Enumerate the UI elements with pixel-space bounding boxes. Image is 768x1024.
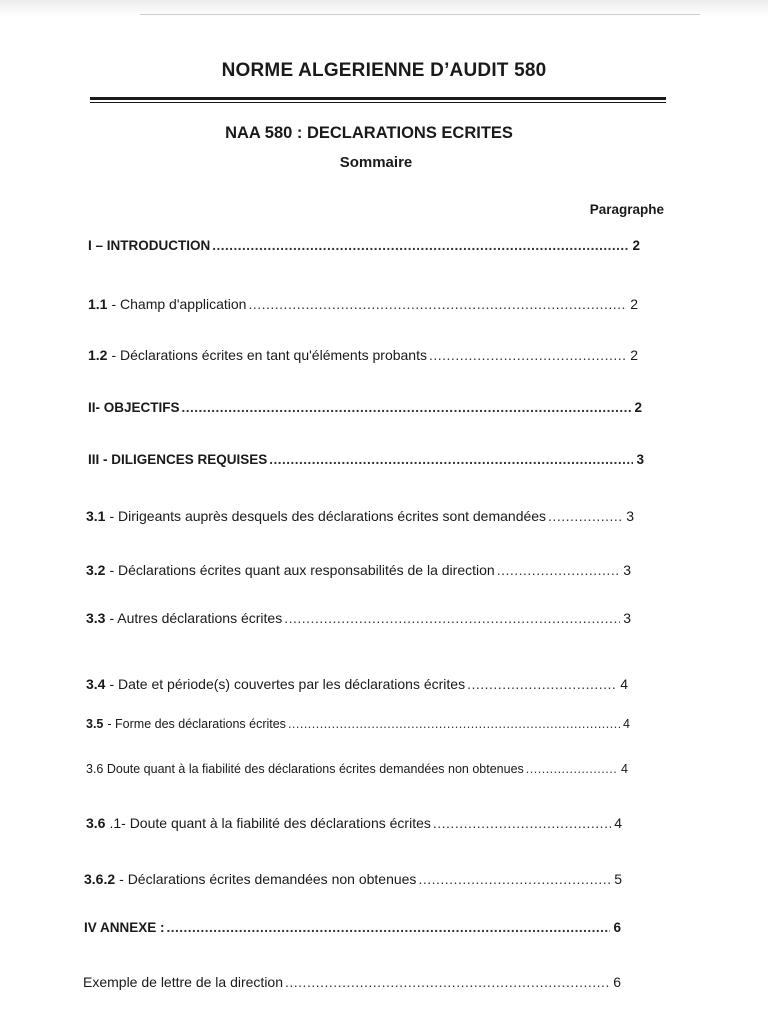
toc-text: .1- Doute quant à la fiabilité des déclarations écrites (109, 815, 431, 831)
toc-text: - Déclarations écrites demandées non obtenues (119, 871, 417, 887)
toc-text: 3.6 Doute quant à la fiabilité des déclarations écrites demandées non obtenues (86, 762, 524, 776)
toc-leader (433, 815, 611, 831)
toc-leader (248, 296, 627, 312)
toc-page-number: 4 (623, 717, 630, 731)
toc-page-number: 6 (613, 920, 621, 935)
toc-leader (284, 610, 620, 626)
toc-page-number: 6 (613, 974, 621, 990)
toc-page-number: 5 (614, 871, 622, 887)
toc-leader (429, 347, 627, 363)
toc-page-number: 3 (623, 610, 631, 626)
document-title: NORME ALGERIENNE D’AUDIT 580 (221, 60, 547, 81)
summary-heading: Sommaire (339, 154, 413, 171)
toc-entry (83, 974, 621, 990)
toc-leader (526, 762, 618, 776)
toc-number: 3.6.2 (84, 871, 116, 887)
toc-text: II- OBJECTIFS (88, 400, 180, 415)
toc-entry (84, 920, 621, 935)
toc-text: Exemple de lettre de la direction (83, 974, 283, 990)
toc-page-number: 4 (621, 762, 628, 776)
toc-text: - Forme des déclarations écrites (107, 717, 286, 731)
toc-page-number: 2 (634, 400, 642, 415)
toc-leader (418, 871, 611, 887)
toc-entry (86, 717, 630, 731)
toc-number: 3.4 (86, 676, 106, 692)
toc-text: - Déclarations écrites en tant qu'éléments probants (111, 347, 427, 363)
toc-entry (88, 347, 638, 363)
toc-page-number: 3 (626, 508, 634, 524)
toc-text: - Dirigeants auprès desquels des déclarations écrites sont demandées (109, 508, 547, 524)
toc-text: III - DILIGENCES REQUISES (88, 452, 268, 467)
toc-page-number: 4 (620, 676, 628, 692)
toc-page-number: 2 (630, 296, 638, 312)
document-subtitle: NAA 580 : DECLARATIONS ECRITES (225, 124, 513, 142)
toc-text: - Date et période(s) couvertes par les déclarations écrites (109, 676, 466, 692)
toc-leader (285, 974, 610, 990)
toc-leader (467, 676, 617, 692)
toc-entry (86, 676, 628, 692)
toc-leader (212, 238, 629, 253)
toc-entry (86, 762, 628, 776)
toc-page-number: 3 (623, 562, 631, 578)
toc-number: 3.2 (86, 562, 106, 578)
toc-entry (88, 452, 644, 467)
toc-entry (86, 815, 622, 831)
toc-number: 3.1 (86, 508, 106, 524)
toc-number: 3.3 (86, 610, 106, 626)
toc-text: - Autres déclarations écrites (109, 610, 283, 626)
toc-number: 3.6 (86, 815, 106, 831)
toc-number: 3.5 (86, 717, 104, 731)
toc-leader (167, 920, 611, 935)
toc-page-number: 2 (630, 347, 638, 363)
toc-text: IV ANNEXE : (84, 920, 165, 935)
toc-leader (182, 400, 632, 415)
toc-text: - Champ d'application (111, 296, 247, 312)
toc-entry (86, 562, 631, 578)
toc-page-number: 2 (632, 238, 640, 253)
toc-entry (84, 871, 622, 887)
toc-page-number: 3 (636, 452, 644, 467)
toc-leader (497, 562, 621, 578)
toc-entry (86, 610, 631, 626)
toc-leader (269, 452, 633, 467)
toc-entry (88, 296, 638, 312)
toc-number: 1.2 (88, 347, 108, 363)
toc-text: I – INTRODUCTION (88, 238, 211, 253)
toc-entry (88, 238, 640, 253)
toc-entry (86, 508, 634, 524)
toc-leader (288, 717, 620, 731)
toc-leader (548, 508, 623, 524)
paragraph-column-label: Paragraphe (589, 202, 664, 217)
toc-number: 1.1 (88, 296, 108, 312)
toc-entry (88, 400, 642, 415)
toc-page-number: 4 (614, 815, 622, 831)
toc-text: - Déclarations écrites quant aux responsabilités de la direction (109, 562, 495, 578)
